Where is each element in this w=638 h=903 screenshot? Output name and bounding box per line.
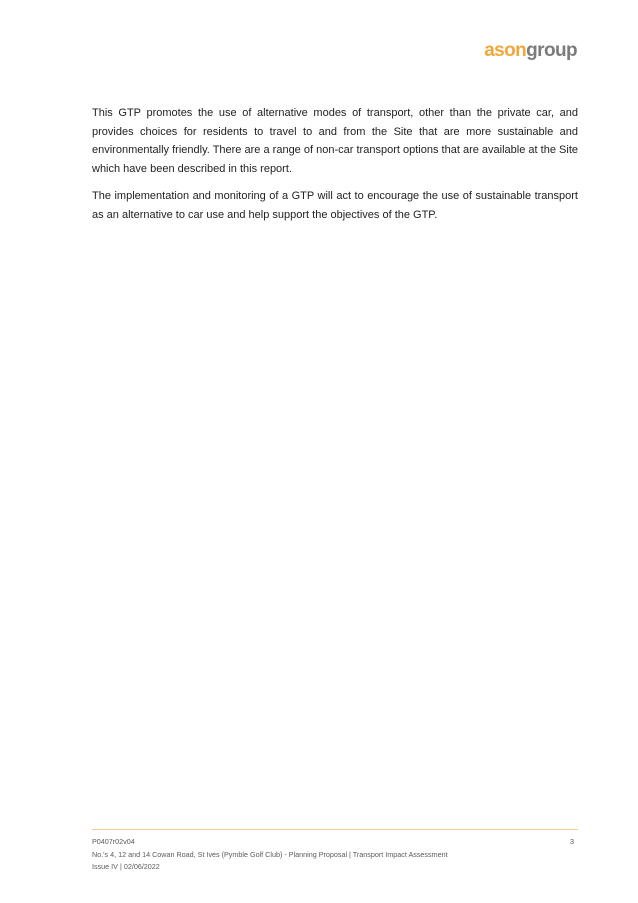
page-number: 3 <box>569 837 574 846</box>
footer-project-line: No.'s 4, 12 and 14 Cowan Road, St Ives (Pymble Golf Club) - Planning Proposal | Transport Impact Assessment <box>92 849 448 859</box>
page-footer <box>92 836 578 874</box>
footer-doc-ref: P0407r02v04 <box>92 837 135 846</box>
footer-issue-line: Issue IV | 02/06/2022 <box>92 862 160 871</box>
paragraph-gtp-promotes: This GTP promotes the use of alternative modes of transport, other than the private car, and provides choices for residents to travel to and from the Site that are more sustainable and environmentally friendly. There are a range of non-car transport options that are available at the Site which have been described in this report. <box>92 107 578 175</box>
report-body <box>92 104 578 233</box>
logo-text-group: group <box>526 40 577 61</box>
ason-group-logo <box>484 40 577 62</box>
paragraph-implementation: The implementation and monitoring of a GTP will act to encourage the use of sustainable transport as an alternative to car use and help support the objectives of the GTP. <box>92 190 578 221</box>
footer-divider <box>92 829 578 830</box>
logo-text-ason: ason <box>484 40 527 61</box>
